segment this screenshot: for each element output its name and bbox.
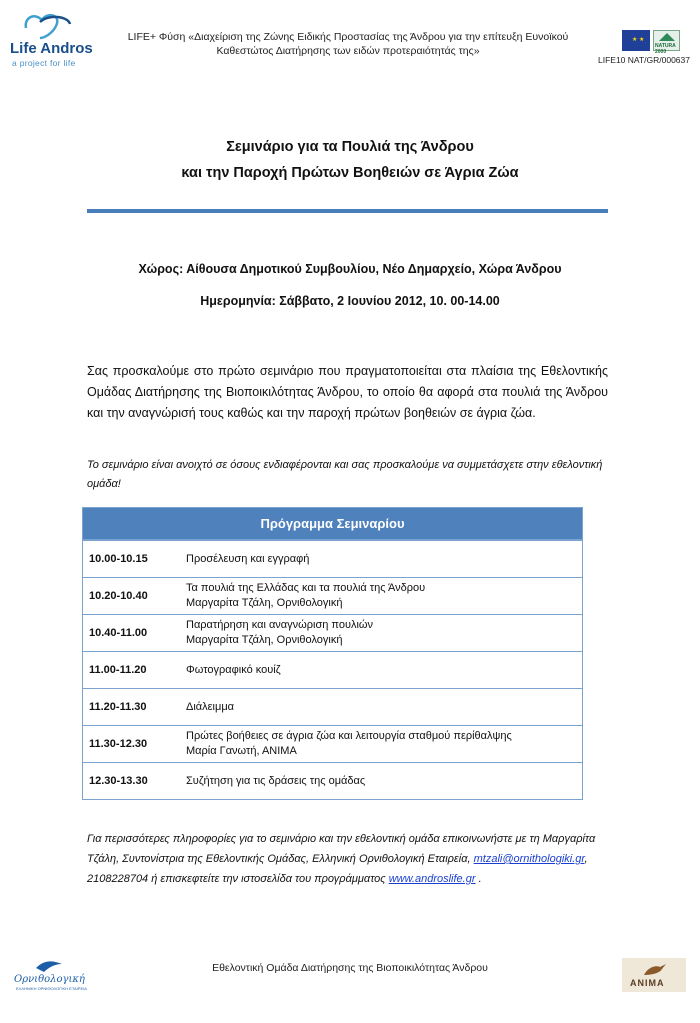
row-description — [186, 581, 582, 611]
natura-logo — [653, 30, 680, 55]
row-time: 10.20-10.40 — [89, 589, 148, 602]
project-header-line1: LIFE+ Φύση «Διαχείριση της Ζώνης Ειδικής Προστασίας της Άνδρου για την επίτευξη Ευνοϊκού — [127, 31, 569, 43]
row-description — [186, 729, 582, 759]
row-line2: Μαρία Γανωτή, ΑΝΙΜΑ — [186, 745, 297, 757]
eu-flag-icon: ★ ★ — [622, 30, 650, 51]
invite-paragraph: Το σεμινάριο είναι ανοιχτό σε όσους ενδιαφέρονται και σας προσκαλούμε να συμμετάσχετε στην εθελοντική ομάδα! — [87, 459, 603, 490]
table-row — [83, 688, 582, 725]
venue-line: Χώρος: Αίθουσα Δημοτικού Συμβουλίου, Νέο Δημαρχείο, Χώρα Άνδρου — [138, 262, 562, 276]
row-time: 11.30-12.30 — [89, 737, 148, 750]
natura-label: NATURA 2000 — [655, 43, 676, 55]
logo-tagline: a project for life — [12, 58, 76, 68]
eu-logos — [622, 30, 680, 55]
contact-text-3: . — [475, 873, 482, 885]
row-line1: Φωτογραφικό κουίζ — [186, 663, 281, 676]
project-header-line2: Καθεστώτος Διατήρησης των ειδών προτεραιότητάς της» — [216, 45, 480, 57]
footer-text: Εθελοντική Ομάδα Διατήρησης της Βιοποικιλότητας Άνδρου — [212, 962, 488, 974]
anima-logo — [622, 958, 686, 992]
page-title — [0, 134, 700, 186]
table-row — [83, 577, 582, 614]
row-time: 11.20-11.30 — [89, 700, 147, 713]
row-line2: Μαργαρίτα Τζάλη, Ορνιθολογική — [186, 597, 343, 609]
row-line2: Μαργαρίτα Τζάλη, Ορνιθολογική — [186, 634, 343, 646]
date-line: Ημερομηνία: Σάββατο, 2 Ιουνίου 2012, 10. 00-14.00 — [200, 294, 500, 308]
row-description — [186, 774, 582, 789]
contact-text-1: Για περισσότερες πληροφορίες για το σεμινάριο και την εθελοντική ομάδα επικοινωνήστε με τη Μαργαρίτα Τζάλη, Συντονίστρια της Εθελοντικής Ομάδας, Ελληνική Ορνιθολογική Εταιρεία, — [87, 833, 596, 865]
program-table — [82, 507, 583, 800]
website-link[interactable]: www.androslife.gr — [388, 873, 476, 885]
row-line1: Πρώτες βοήθειες σε άγρια ζώα και λειτουργία σταθμού περίθαλψης — [186, 730, 512, 742]
email-link[interactable]: mtzali@ornithologiki.gr — [473, 853, 585, 865]
heart-wave-icon — [22, 10, 74, 40]
row-line1: Προσέλευση και εγγραφή — [186, 552, 310, 565]
orn-logo-sub: ΕΛΛΗΝΙΚΗ ΟΡΝΙΘΟΛΟΓΙΚΗ ΕΤΑΙΡΕΙΑ — [16, 986, 87, 991]
row-description — [186, 700, 582, 715]
orn-logo-word: Ορνιθολογική — [14, 974, 85, 985]
title-line2: και την Παροχή Πρώτων Βοηθειών σε Άγρια Ζώα — [181, 165, 519, 181]
row-description — [186, 663, 582, 678]
row-description — [186, 618, 582, 648]
row-description — [186, 552, 582, 567]
title-divider — [87, 209, 608, 213]
project-header — [98, 30, 598, 58]
row-time: 11.00-11.20 — [89, 663, 147, 676]
row-time: 10.00-10.15 — [89, 552, 148, 565]
row-line1: Τα πουλιά της Ελλάδας και τα πουλιά της Άνδρου — [186, 582, 426, 594]
row-line1: Συζήτηση για τις δράσεις της ομάδας — [186, 774, 366, 787]
table-row — [83, 762, 582, 799]
row-time: 10.40-11.00 — [89, 626, 148, 639]
life-andros-logo — [8, 8, 93, 68]
logo-name: Life Andros — [10, 40, 93, 57]
title-line1: Σεμινάριο για τα Πουλιά της Άνδρου — [226, 139, 474, 155]
row-line1: Παρατήρηση και αναγνώριση πουλιών — [186, 619, 374, 631]
intro-paragraph: Σας προσκαλούμε στο πρώτο σεμινάριο που πραγματοποιείται στα πλαίσια της Εθελοντικής Ομάδας Διατήρησης της Βιοποικιλότητας Άνδρου, το οποίο θα αφορά στα πουλιά της Άνδρου και την αναγνώρισή τους καθώς και την παροχή πρώτων βοηθειών σε άγρια ζώα. — [87, 364, 608, 420]
natura-leaf-icon — [657, 32, 677, 42]
table-row — [83, 725, 582, 762]
row-line1: Διάλειμμα — [186, 700, 235, 713]
bird-icon — [642, 961, 668, 977]
table-row — [83, 651, 582, 688]
anima-logo-word: ANIMA — [630, 978, 665, 988]
table-row — [83, 614, 582, 651]
contact-paragraph — [87, 829, 627, 889]
table-row — [83, 540, 582, 577]
program-heading: Πρόγραμμα Σεμιναρίου — [83, 508, 582, 540]
contact-text-2: , 2108228704 ή επισκεφτείτε την ιστοσελίδα του προγράμματος — [87, 853, 588, 885]
row-time: 12.30-13.30 — [89, 774, 148, 787]
life-code: LIFE10 NAT/GR/000637 — [598, 55, 690, 65]
